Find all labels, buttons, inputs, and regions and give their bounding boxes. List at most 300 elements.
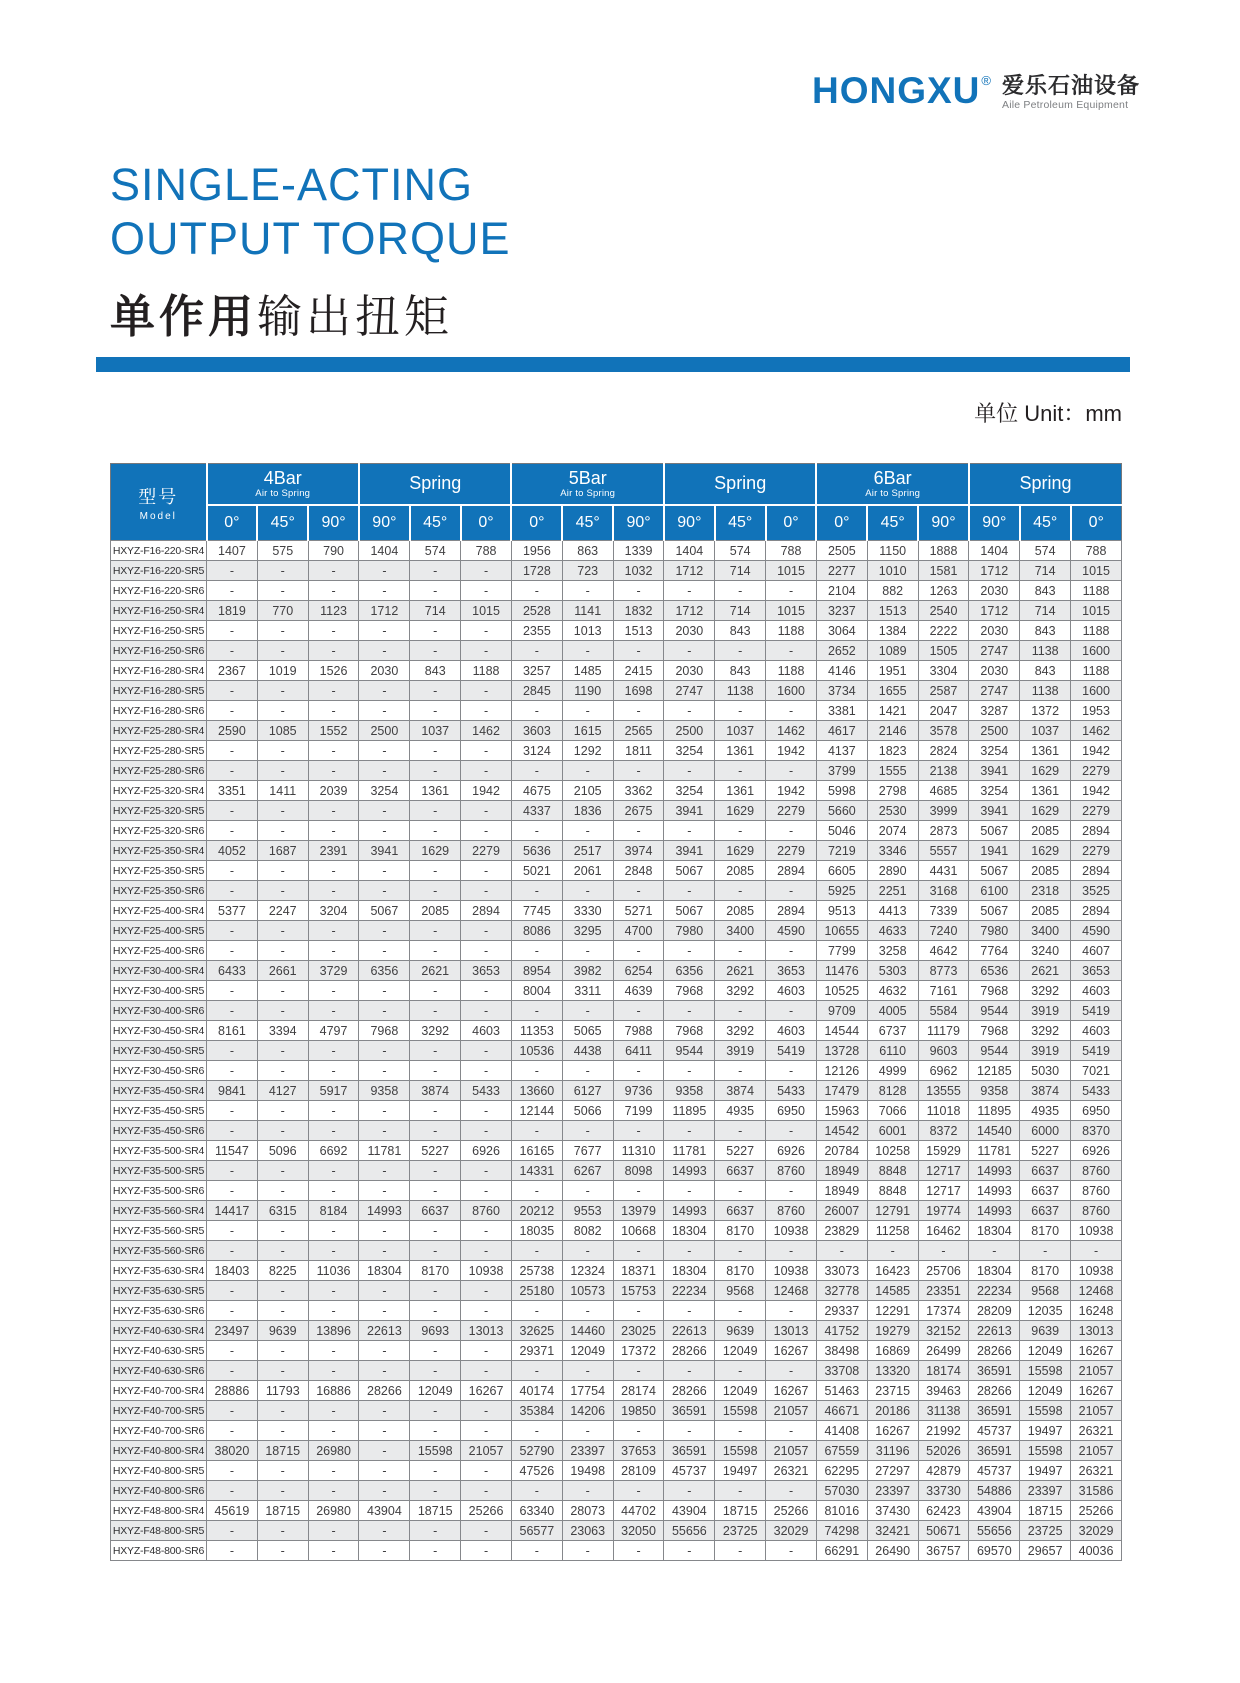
value-cell: 1361 bbox=[410, 781, 461, 801]
value-cell: 4797 bbox=[308, 1021, 359, 1041]
value-cell: 5303 bbox=[867, 961, 918, 981]
value-cell: 4700 bbox=[613, 921, 664, 941]
value-cell: - bbox=[766, 1121, 817, 1141]
value-cell: 13979 bbox=[613, 1201, 664, 1221]
value-cell: 2661 bbox=[257, 961, 308, 981]
value-cell: 2085 bbox=[1020, 901, 1071, 921]
logo-text bbox=[1002, 72, 1140, 111]
value-cell: 4642 bbox=[918, 941, 969, 961]
value-cell: 4413 bbox=[867, 901, 918, 921]
value-cell: - bbox=[207, 1481, 258, 1501]
value-cell: 23829 bbox=[816, 1221, 867, 1241]
table-row bbox=[111, 921, 1122, 941]
value-cell: - bbox=[715, 881, 766, 901]
value-cell: 5065 bbox=[562, 1021, 613, 1041]
value-cell: - bbox=[308, 1101, 359, 1121]
value-cell: - bbox=[664, 1121, 715, 1141]
value-cell: 6637 bbox=[715, 1201, 766, 1221]
value-cell: - bbox=[664, 1421, 715, 1441]
model-cell: HXYZ-F25-320-SR6 bbox=[111, 821, 207, 841]
value-cell: - bbox=[511, 1541, 562, 1561]
value-cell: - bbox=[207, 861, 258, 881]
value-cell: 1629 bbox=[715, 841, 766, 861]
value-cell: - bbox=[207, 1121, 258, 1141]
value-cell: 69570 bbox=[969, 1541, 1020, 1561]
value-cell: 13013 bbox=[766, 1321, 817, 1341]
value-cell: 1942 bbox=[1071, 781, 1122, 801]
model-cell: HXYZ-F40-630-SR5 bbox=[111, 1341, 207, 1361]
value-cell: - bbox=[257, 1481, 308, 1501]
value-cell: 16165 bbox=[511, 1141, 562, 1161]
value-cell: - bbox=[308, 1161, 359, 1181]
value-cell: 3400 bbox=[1020, 921, 1071, 941]
value-cell: 4935 bbox=[1020, 1101, 1071, 1121]
table-row bbox=[111, 1101, 1122, 1121]
value-cell: - bbox=[257, 681, 308, 701]
value-cell: 17754 bbox=[562, 1381, 613, 1401]
value-cell: 5227 bbox=[1020, 1141, 1071, 1161]
model-cell: HXYZ-F40-800-SR4 bbox=[111, 1441, 207, 1461]
value-cell: 2824 bbox=[918, 741, 969, 761]
value-cell: - bbox=[715, 1241, 766, 1261]
value-cell: 1629 bbox=[1020, 801, 1071, 821]
value-cell: 32625 bbox=[511, 1321, 562, 1341]
model-cell: HXYZ-F16-220-SR4 bbox=[111, 541, 207, 561]
value-cell: - bbox=[410, 1061, 461, 1081]
value-cell: 5271 bbox=[613, 901, 664, 921]
value-cell: 23397 bbox=[867, 1481, 918, 1501]
value-cell: 1600 bbox=[1071, 641, 1122, 661]
value-cell: 33730 bbox=[918, 1481, 969, 1501]
value-cell: - bbox=[613, 1301, 664, 1321]
value-cell: - bbox=[461, 1521, 512, 1541]
value-cell: - bbox=[308, 581, 359, 601]
table-row bbox=[111, 841, 1122, 861]
value-cell: - bbox=[562, 1481, 613, 1501]
model-cell: HXYZ-F16-280-SR5 bbox=[111, 681, 207, 701]
value-cell: 6637 bbox=[1020, 1201, 1071, 1221]
value-cell: 16267 bbox=[867, 1421, 918, 1441]
value-cell: 1190 bbox=[562, 681, 613, 701]
value-cell: 2039 bbox=[308, 781, 359, 801]
value-cell: 2251 bbox=[867, 881, 918, 901]
value-cell: - bbox=[308, 1241, 359, 1261]
value-cell: - bbox=[562, 881, 613, 901]
value-cell: 12035 bbox=[1020, 1301, 1071, 1321]
value-cell: 5046 bbox=[816, 821, 867, 841]
value-cell: - bbox=[207, 1181, 258, 1201]
value-cell: 843 bbox=[410, 661, 461, 681]
value-cell: - bbox=[410, 1161, 461, 1181]
value-cell: - bbox=[308, 801, 359, 821]
value-cell: 31586 bbox=[1071, 1481, 1122, 1501]
value-cell: 723 bbox=[562, 561, 613, 581]
value-cell: 11781 bbox=[664, 1141, 715, 1161]
value-cell: - bbox=[715, 1361, 766, 1381]
value-cell: 2030 bbox=[969, 661, 1020, 681]
value-cell: - bbox=[766, 1481, 817, 1501]
value-cell: - bbox=[359, 1481, 410, 1501]
value-cell: 2222 bbox=[918, 621, 969, 641]
value-cell: - bbox=[257, 621, 308, 641]
value-cell: 3653 bbox=[461, 961, 512, 981]
value-cell: 3653 bbox=[1071, 961, 1122, 981]
value-cell: 574 bbox=[1020, 541, 1071, 561]
value-cell: - bbox=[816, 1241, 867, 1261]
value-cell: 32152 bbox=[918, 1321, 969, 1341]
value-cell: 1141 bbox=[562, 601, 613, 621]
value-cell: 40174 bbox=[511, 1381, 562, 1401]
value-cell: 9513 bbox=[816, 901, 867, 921]
value-cell: - bbox=[257, 1001, 308, 1021]
value-cell: 38020 bbox=[207, 1441, 258, 1461]
model-cell: HXYZ-F40-630-SR4 bbox=[111, 1321, 207, 1341]
value-cell: 1361 bbox=[1020, 781, 1071, 801]
value-cell: - bbox=[308, 1401, 359, 1421]
angle-header: 0° bbox=[766, 505, 817, 541]
value-cell: 19774 bbox=[918, 1201, 969, 1221]
value-cell: - bbox=[207, 1421, 258, 1441]
model-cell: HXYZ-F25-320-SR5 bbox=[111, 801, 207, 821]
value-cell: - bbox=[257, 1361, 308, 1381]
value-cell: - bbox=[461, 1121, 512, 1141]
value-cell: - bbox=[664, 1061, 715, 1081]
value-cell: 2085 bbox=[410, 901, 461, 921]
value-cell: 26007 bbox=[816, 1201, 867, 1221]
value-cell: 1615 bbox=[562, 721, 613, 741]
value-cell: - bbox=[664, 1361, 715, 1381]
value-cell: 1956 bbox=[511, 541, 562, 561]
table-row bbox=[111, 781, 1122, 801]
value-cell: - bbox=[410, 561, 461, 581]
value-cell: - bbox=[766, 1301, 817, 1321]
value-cell: 1188 bbox=[461, 661, 512, 681]
value-cell: 4603 bbox=[1071, 981, 1122, 1001]
value-cell: - bbox=[613, 641, 664, 661]
value-cell: - bbox=[308, 621, 359, 641]
value-cell: - bbox=[562, 941, 613, 961]
value-cell: - bbox=[410, 1541, 461, 1561]
value-cell: - bbox=[410, 1341, 461, 1361]
value-cell: 23351 bbox=[918, 1281, 969, 1301]
value-cell: 32029 bbox=[1071, 1521, 1122, 1541]
value-cell: 2318 bbox=[1020, 881, 1071, 901]
value-cell: 15598 bbox=[715, 1441, 766, 1461]
value-cell: 27297 bbox=[867, 1461, 918, 1481]
value-cell: 28886 bbox=[207, 1381, 258, 1401]
value-cell: 11036 bbox=[308, 1261, 359, 1281]
value-cell: 3394 bbox=[257, 1021, 308, 1041]
value-cell: 1462 bbox=[1071, 721, 1122, 741]
value-cell: 7199 bbox=[613, 1101, 664, 1121]
value-cell: - bbox=[461, 641, 512, 661]
value-cell: 5227 bbox=[410, 1141, 461, 1161]
angle-header: 0° bbox=[511, 505, 562, 541]
group-sublabel: Air to Spring bbox=[560, 487, 616, 499]
value-cell: - bbox=[359, 1041, 410, 1061]
value-cell: - bbox=[359, 1181, 410, 1201]
logo bbox=[812, 72, 1140, 111]
value-cell: 4935 bbox=[715, 1101, 766, 1121]
angle-header: 90° bbox=[359, 505, 410, 541]
value-cell: 3292 bbox=[1020, 981, 1071, 1001]
table-row bbox=[111, 601, 1122, 621]
value-cell: - bbox=[257, 881, 308, 901]
value-cell: 14540 bbox=[969, 1121, 1020, 1141]
value-cell: - bbox=[461, 1281, 512, 1301]
angle-header: 45° bbox=[715, 505, 766, 541]
value-cell: 16267 bbox=[461, 1381, 512, 1401]
value-cell: 1263 bbox=[918, 581, 969, 601]
value-cell: - bbox=[359, 1121, 410, 1141]
table-row bbox=[111, 1521, 1122, 1541]
value-cell: 12049 bbox=[410, 1381, 461, 1401]
value-cell: - bbox=[359, 1281, 410, 1301]
value-cell: 18304 bbox=[664, 1221, 715, 1241]
table-row bbox=[111, 1061, 1122, 1081]
value-cell: 1013 bbox=[562, 621, 613, 641]
value-cell: 3525 bbox=[1071, 881, 1122, 901]
value-cell: 7764 bbox=[969, 941, 1020, 961]
value-cell: 19850 bbox=[613, 1401, 664, 1421]
value-cell: 2500 bbox=[969, 721, 1020, 741]
value-cell: 3941 bbox=[664, 841, 715, 861]
value-cell: 1811 bbox=[613, 741, 664, 761]
value-cell: 1085 bbox=[257, 721, 308, 741]
value-cell: - bbox=[308, 1361, 359, 1381]
value-cell: - bbox=[613, 1241, 664, 1261]
table-row bbox=[111, 541, 1122, 561]
value-cell: - bbox=[461, 621, 512, 641]
value-cell: - bbox=[715, 581, 766, 601]
value-cell: 17372 bbox=[613, 1341, 664, 1361]
value-cell: 14993 bbox=[664, 1201, 715, 1221]
model-cell: HXYZ-F16-220-SR5 bbox=[111, 561, 207, 581]
value-cell: 25266 bbox=[461, 1501, 512, 1521]
table-row bbox=[111, 561, 1122, 581]
value-cell: 38498 bbox=[816, 1341, 867, 1361]
model-cell: HXYZ-F40-700-SR4 bbox=[111, 1381, 207, 1401]
model-cell: HXYZ-F35-450-SR6 bbox=[111, 1121, 207, 1141]
value-cell: 1361 bbox=[1020, 741, 1071, 761]
value-cell: - bbox=[257, 1341, 308, 1361]
value-cell: - bbox=[511, 1481, 562, 1501]
value-cell: - bbox=[359, 1301, 410, 1321]
value-cell: 20186 bbox=[867, 1401, 918, 1421]
value-cell: 7968 bbox=[969, 1021, 1020, 1041]
value-cell: 8170 bbox=[1020, 1221, 1071, 1241]
value-cell: - bbox=[359, 621, 410, 641]
value-cell: 2530 bbox=[867, 801, 918, 821]
value-cell: - bbox=[359, 1441, 410, 1461]
value-cell: 9358 bbox=[359, 1081, 410, 1101]
value-cell: 16267 bbox=[766, 1381, 817, 1401]
value-cell: - bbox=[410, 1401, 461, 1421]
value-cell: 1953 bbox=[1071, 701, 1122, 721]
value-cell: 10938 bbox=[766, 1261, 817, 1281]
value-cell: - bbox=[918, 1241, 969, 1261]
value-cell: 2675 bbox=[613, 801, 664, 821]
value-cell: 3064 bbox=[816, 621, 867, 641]
value-cell: 28174 bbox=[613, 1381, 664, 1401]
value-cell: 1019 bbox=[257, 661, 308, 681]
value-cell: - bbox=[461, 821, 512, 841]
value-cell: - bbox=[257, 1121, 308, 1141]
value-cell: - bbox=[308, 641, 359, 661]
value-cell: - bbox=[410, 1461, 461, 1481]
value-cell: 3734 bbox=[816, 681, 867, 701]
value-cell: 6926 bbox=[1071, 1141, 1122, 1161]
value-cell: - bbox=[207, 1161, 258, 1181]
value-cell: 3292 bbox=[410, 1021, 461, 1041]
value-cell: 25180 bbox=[511, 1281, 562, 1301]
value-cell: 5067 bbox=[664, 901, 715, 921]
value-cell: - bbox=[207, 1301, 258, 1321]
model-cell: HXYZ-F16-280-SR6 bbox=[111, 701, 207, 721]
value-cell: 11179 bbox=[918, 1021, 969, 1041]
value-cell: 43904 bbox=[664, 1501, 715, 1521]
value-cell: 21992 bbox=[918, 1421, 969, 1441]
value-cell: - bbox=[207, 1541, 258, 1561]
value-cell: - bbox=[461, 881, 512, 901]
value-cell: - bbox=[461, 1341, 512, 1361]
model-cell: HXYZ-F35-560-SR5 bbox=[111, 1221, 207, 1241]
value-cell: 6536 bbox=[969, 961, 1020, 981]
value-cell: 21057 bbox=[1071, 1441, 1122, 1461]
value-cell: 20784 bbox=[816, 1141, 867, 1161]
value-cell: 9553 bbox=[562, 1201, 613, 1221]
value-cell: 6637 bbox=[715, 1161, 766, 1181]
model-cell: HXYZ-F30-400-SR6 bbox=[111, 1001, 207, 1021]
value-cell: - bbox=[715, 1061, 766, 1081]
value-cell: 1292 bbox=[562, 741, 613, 761]
value-cell: 4590 bbox=[1071, 921, 1122, 941]
model-cell: HXYZ-F16-250-SR4 bbox=[111, 601, 207, 621]
group-label: Spring bbox=[409, 473, 462, 494]
value-cell: 2074 bbox=[867, 821, 918, 841]
table-row bbox=[111, 1281, 1122, 1301]
group-sublabel: Air to Spring bbox=[865, 487, 921, 499]
value-cell: 18715 bbox=[1020, 1501, 1071, 1521]
value-cell: 36591 bbox=[969, 1441, 1020, 1461]
value-cell: 3292 bbox=[715, 981, 766, 1001]
value-cell: - bbox=[461, 701, 512, 721]
value-cell: 1712 bbox=[969, 561, 1020, 581]
value-cell: - bbox=[359, 1161, 410, 1181]
value-cell: 3974 bbox=[613, 841, 664, 861]
model-cell: HXYZ-F40-700-SR6 bbox=[111, 1421, 207, 1441]
value-cell: 1951 bbox=[867, 661, 918, 681]
value-cell: - bbox=[207, 701, 258, 721]
angle-header: 0° bbox=[816, 505, 867, 541]
value-cell: 3240 bbox=[1020, 941, 1071, 961]
value-cell: 18304 bbox=[664, 1261, 715, 1281]
value-cell: 2848 bbox=[613, 861, 664, 881]
value-cell: 8760 bbox=[1071, 1201, 1122, 1221]
value-cell: 12324 bbox=[562, 1261, 613, 1281]
value-cell: 15598 bbox=[410, 1441, 461, 1461]
value-cell: 36591 bbox=[664, 1401, 715, 1421]
value-cell: - bbox=[664, 821, 715, 841]
value-cell: 4603 bbox=[1071, 1021, 1122, 1041]
value-cell: - bbox=[308, 1121, 359, 1141]
value-cell: - bbox=[410, 1001, 461, 1021]
value-cell: - bbox=[766, 761, 817, 781]
value-cell: 1942 bbox=[1071, 741, 1122, 761]
value-cell: 4685 bbox=[918, 781, 969, 801]
model-cell: HXYZ-F40-800-SR5 bbox=[111, 1461, 207, 1481]
value-cell: 66291 bbox=[816, 1541, 867, 1561]
value-cell: 25706 bbox=[918, 1261, 969, 1281]
value-cell: - bbox=[359, 881, 410, 901]
header-angle-row bbox=[111, 505, 1122, 541]
value-cell: 5660 bbox=[816, 801, 867, 821]
value-cell: 74298 bbox=[816, 1521, 867, 1541]
angle-header: 90° bbox=[918, 505, 969, 541]
value-cell: 1698 bbox=[613, 681, 664, 701]
value-cell: - bbox=[207, 581, 258, 601]
value-cell: 1188 bbox=[1071, 581, 1122, 601]
value-cell: 714 bbox=[715, 561, 766, 581]
value-cell: 2873 bbox=[918, 821, 969, 841]
value-cell: 788 bbox=[766, 541, 817, 561]
value-cell: 8848 bbox=[867, 1181, 918, 1201]
value-cell: 2104 bbox=[816, 581, 867, 601]
value-cell: 28109 bbox=[613, 1461, 664, 1481]
model-cell: HXYZ-F40-630-SR6 bbox=[111, 1361, 207, 1381]
value-cell: 9568 bbox=[715, 1281, 766, 1301]
value-cell: 26499 bbox=[918, 1341, 969, 1361]
value-cell: 45737 bbox=[969, 1461, 1020, 1481]
value-cell: 28266 bbox=[664, 1381, 715, 1401]
value-cell: 2085 bbox=[1020, 861, 1071, 881]
value-cell: 790 bbox=[308, 541, 359, 561]
model-cell: HXYZ-F25-280-SR5 bbox=[111, 741, 207, 761]
value-cell: - bbox=[308, 1301, 359, 1321]
value-cell: 11258 bbox=[867, 1221, 918, 1241]
value-cell: 1712 bbox=[664, 561, 715, 581]
value-cell: 23725 bbox=[715, 1521, 766, 1541]
value-cell: 15598 bbox=[1020, 1441, 1071, 1461]
value-cell: 18949 bbox=[816, 1181, 867, 1201]
value-cell: 2030 bbox=[969, 581, 1020, 601]
value-cell: 3168 bbox=[918, 881, 969, 901]
value-cell: - bbox=[410, 921, 461, 941]
value-cell: 1581 bbox=[918, 561, 969, 581]
value-cell: - bbox=[257, 1241, 308, 1261]
angle-header: 0° bbox=[207, 505, 258, 541]
value-cell: - bbox=[359, 1541, 410, 1561]
value-cell: 14542 bbox=[816, 1121, 867, 1141]
value-cell: 5067 bbox=[969, 901, 1020, 921]
value-cell: 3254 bbox=[969, 781, 1020, 801]
value-cell: 7066 bbox=[867, 1101, 918, 1121]
value-cell: 2279 bbox=[461, 841, 512, 861]
table-row bbox=[111, 1141, 1122, 1161]
value-cell: 1361 bbox=[715, 781, 766, 801]
value-cell: - bbox=[461, 1181, 512, 1201]
value-cell: - bbox=[308, 881, 359, 901]
group-header-4 bbox=[664, 464, 816, 505]
value-cell: 1188 bbox=[766, 661, 817, 681]
value-cell: 29337 bbox=[816, 1301, 867, 1321]
group-header-5 bbox=[816, 464, 968, 505]
value-cell: 3304 bbox=[918, 661, 969, 681]
value-cell: - bbox=[257, 821, 308, 841]
value-cell: 5096 bbox=[257, 1141, 308, 1161]
value-cell: 6110 bbox=[867, 1041, 918, 1061]
value-cell: - bbox=[613, 1481, 664, 1501]
